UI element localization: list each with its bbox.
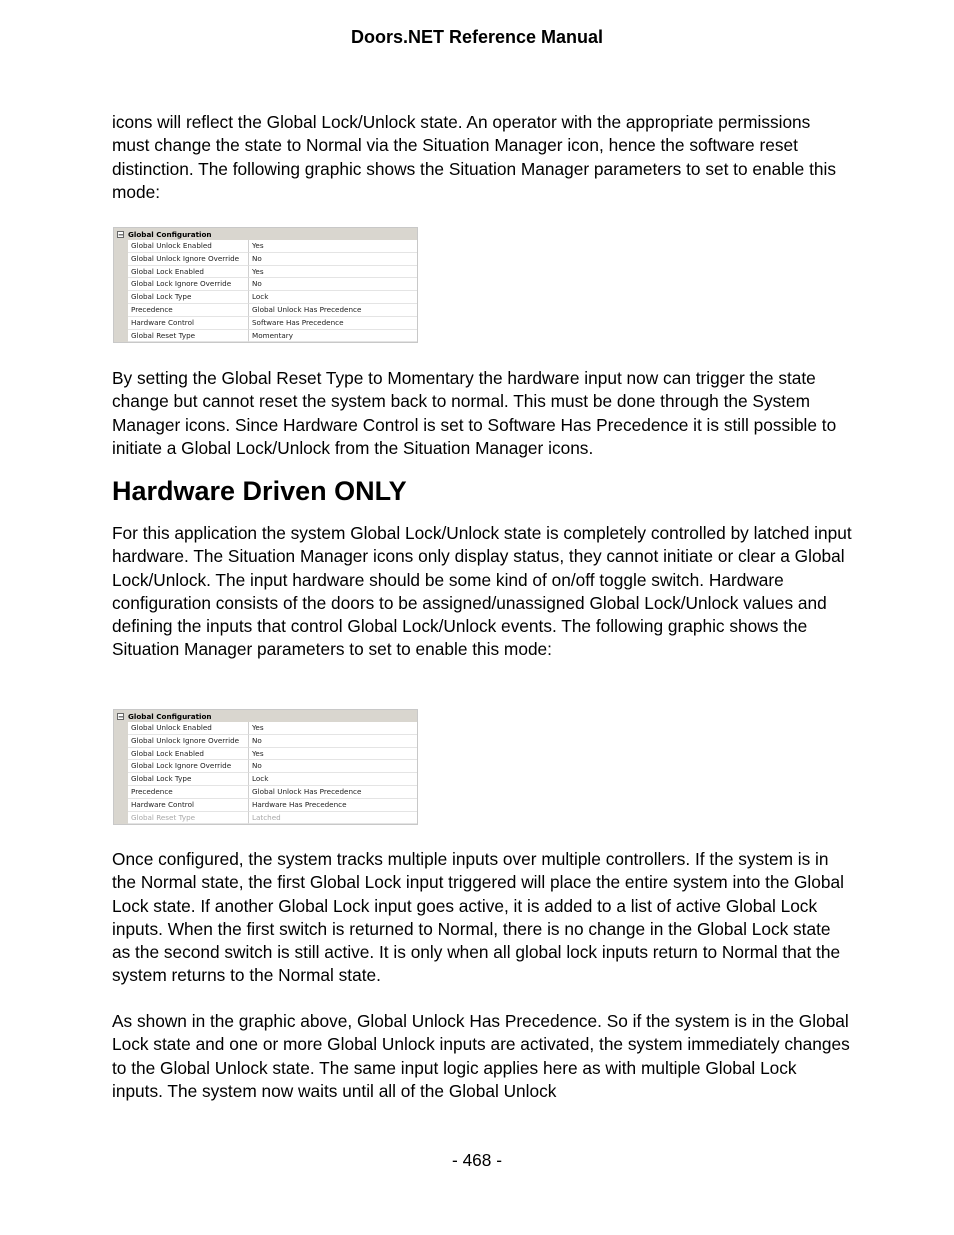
grid-value: No: [249, 735, 417, 748]
grid-value: Yes: [249, 722, 417, 735]
grid-key: Global Lock Type: [128, 773, 249, 786]
global-configuration-grid-software: [113, 227, 418, 343]
grid-key: Global Unlock Enabled: [128, 240, 249, 253]
grid-value: Yes: [249, 240, 417, 253]
grid-value: Hardware Has Precedence: [249, 799, 417, 812]
grid-value: Yes: [249, 748, 417, 761]
grid-key: Global Lock Enabled: [128, 266, 249, 279]
grid-key: Global Reset Type: [128, 330, 249, 343]
section-heading: Hardware Driven ONLY: [112, 476, 407, 506]
grid-value: Lock: [249, 291, 417, 304]
paragraph-unlock-precedence: As shown in the graphic above, Global Unlock Has Precedence. So if the system is in the Global Lock state and one or more Global Unlock inputs are activated, the system immediately changes to the Global Unlock state. The same input logic applies here as with multiple Global Lock inputs. The system now waits until all of the Global Unlock: [112, 1011, 850, 1101]
grid-value: No: [249, 760, 417, 773]
grid-key: Global Unlock Ignore Override: [128, 735, 249, 748]
grid-row-disabled: [114, 812, 417, 825]
paragraph-multiple-inputs: Once configured, the system tracks multiple inputs over multiple controllers. If the system is in the Normal state, the first Global Lock input triggered will place the entire system into the Global Lock state. If another Global Lock input goes active, it is added to a list of active Global Lock inputs. When the first switch is returned to Normal, there is no change in the Global Lock state as the second switch is still active. It is only when all global lock inputs return to Normal that the system returns to the Normal state.: [112, 849, 844, 986]
paragraph-momentary: By setting the Global Reset Type to Momentary the hardware input now can trigger the state change but cannot reset the system back to normal. This must be done through the System Manager icons. Since Hardware Control is set to Software Has Precedence it is still possible to initiate a Global Lock/Unlock from the Situation Manager icons.: [112, 368, 837, 458]
paragraph-hardware-driven: For this application the system Global Lock/Unlock state is completely controlled by latched input hardware. The Situation Manager icons only display status, they cannot initiate or clear a Global Lock/Unlock. The input hardware should be some kind of on/off toggle switch. Hardware configuration consists of the doors to be assigned/unassigned Global Lock/Unlock values and defining the inputs that control Global Lock/Unlock events. The following graphic shows the Situation Manager parameters to set to enable this mode:: [112, 523, 852, 660]
grid-key: Hardware Control: [128, 799, 249, 812]
collapse-icon[interactable]: −: [118, 712, 124, 721]
grid-key: Global Lock Ignore Override: [128, 760, 249, 773]
grid-key: Precedence: [128, 304, 249, 317]
grid-key: Global Unlock Ignore Override: [128, 253, 249, 266]
grid-row: [114, 786, 417, 799]
grid-row: [114, 799, 417, 812]
grid-value: Momentary: [249, 330, 417, 343]
grid-key: Global Reset Type: [128, 812, 249, 825]
grid-value: No: [249, 278, 417, 291]
grid-value: Yes: [249, 266, 417, 279]
grid-category-title: Global Configuration: [128, 229, 212, 239]
global-configuration-grid-hardware: [113, 709, 418, 825]
grid-value: Global Unlock Has Precedence: [249, 786, 417, 799]
grid-value: Latched: [249, 812, 417, 825]
grid-row: [114, 773, 417, 786]
grid-key: Precedence: [128, 786, 249, 799]
grid-key: Global Unlock Enabled: [128, 722, 249, 735]
page-header: Doors.NET Reference Manual: [350, 27, 604, 47]
grid-row: [114, 291, 417, 304]
grid-category-header: [114, 710, 417, 722]
grid-row: [114, 253, 417, 266]
grid-value: Global Unlock Has Precedence: [249, 304, 417, 317]
grid-row: [114, 722, 417, 735]
grid-key: Global Lock Ignore Override: [128, 278, 249, 291]
grid-row: [114, 330, 417, 343]
grid-row: [114, 735, 417, 748]
grid-row: [114, 240, 417, 253]
grid-value: Lock: [249, 773, 417, 786]
grid-value: Software Has Precedence: [249, 317, 417, 330]
grid-row: [114, 278, 417, 291]
grid-row: [114, 748, 417, 761]
grid-category-title: Global Configuration: [128, 711, 212, 721]
grid-value: No: [249, 253, 417, 266]
grid-key: Global Lock Enabled: [128, 748, 249, 761]
grid-row: [114, 317, 417, 330]
grid-category-header: [114, 228, 417, 240]
collapse-icon[interactable]: −: [118, 230, 124, 239]
paragraph-intro: icons will reflect the Global Lock/Unlock state. An operator with the appropriate permissions must change the state to Normal via the Situation Manager icon, hence the software reset distinction. The following graphic shows the Situation Manager parameters to set to enable this mode:: [112, 112, 836, 202]
grid-row: [114, 266, 417, 279]
grid-key: Global Lock Type: [128, 291, 249, 304]
grid-row: [114, 304, 417, 317]
grid-key: Hardware Control: [128, 317, 249, 330]
grid-row: [114, 760, 417, 773]
page-number: - 468 -: [452, 1150, 502, 1170]
